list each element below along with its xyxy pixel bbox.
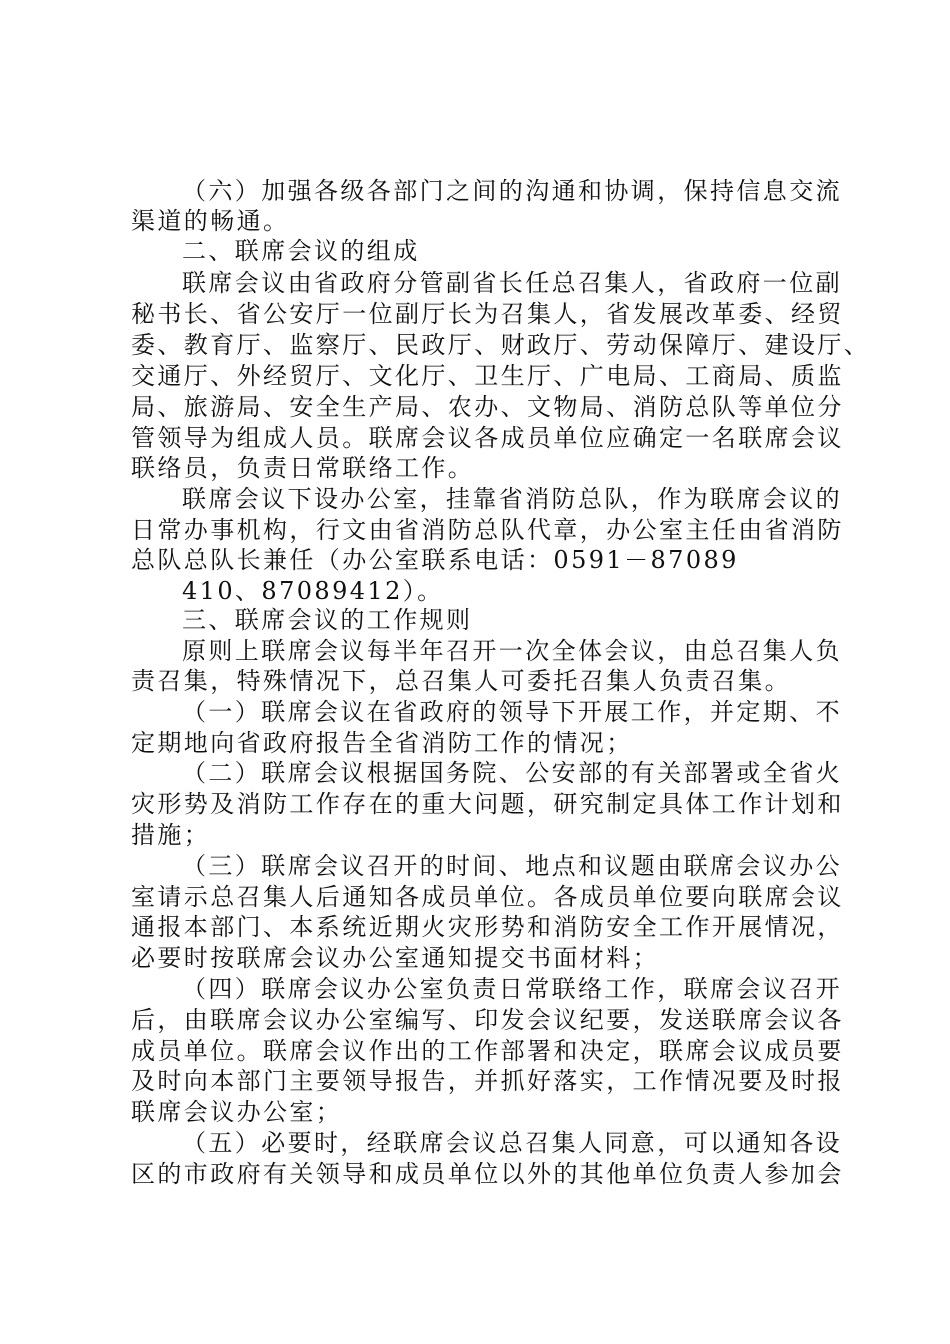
text-line: 联席会议由省政府分管副省长任总召集人，省政府一位副	[182, 269, 842, 297]
text-line: 交通厅、外经贸厅、文化厅、卫生厅、广电局、工商局、质监	[131, 362, 844, 390]
text-line: 及时向本部门主要领导报告，并抓好落实，工作情况要及时报	[131, 1067, 844, 1095]
text-line: （二）联席会议根据国务院、公安部的有关部署或全省火	[182, 759, 842, 787]
text-line: 原则上联席会议每半年召开一次全体会议，由总召集人负	[182, 637, 842, 665]
text-line: 区的市政府有关领导和成员单位以外的其他单位负责人参加会	[131, 1160, 844, 1188]
text-line: （三）联席会议召开的时间、地点和议题由联席会议办公	[182, 852, 842, 880]
text-line: 渠道的畅通。	[131, 207, 290, 235]
text-line: 联席会议下设办公室，挂靠省消防总队，作为联席会议的	[182, 485, 842, 513]
text-line: 灾形势及消防工作存在的重大问题，研究制定具体工作计划和	[131, 790, 844, 818]
text-line: 室请示总召集人后通知各成员单位。各成员单位要向联席会议	[131, 883, 844, 911]
text-line: 必要时按联席会议办公室通知提交书面材料；	[131, 944, 659, 972]
text-line: 管领导为组成人员。联席会议各成员单位应确定一名联席会议	[131, 424, 844, 452]
text-line: 通报本部门、本系统近期火灾形势和消防安全工作开展情况，	[131, 913, 844, 941]
text-line: 日常办事机构，行文由省消防总队代章，办公室主任由省消防	[131, 516, 844, 544]
text-line: 后，由联席会议办公室编写、印发会议纪要，发送联席会议各	[131, 1006, 844, 1034]
section-heading: 二、联席会议的组成	[182, 237, 420, 265]
text-line: 联席会议办公室；	[131, 1098, 343, 1126]
text-line: （一）联席会议在省政府的领导下开展工作，并定期、不	[182, 698, 842, 726]
text-line: 410、87089412）。	[182, 577, 444, 605]
text-line: 局、旅游局、安全生产局、农办、文物局、消防总队等单位分	[131, 393, 844, 421]
text-line: 委、教育厅、监察厅、民政厅、财政厅、劳动保障厅、建设厅、	[131, 331, 871, 359]
text-line: 措施；	[131, 821, 211, 849]
text-line: 秘书长、省公安厅一位副厅长为召集人，省发展改革委、经贸	[131, 300, 844, 328]
text-line: 总队总队长兼任（办公室联系电话：0591－87089	[131, 546, 739, 574]
text-line: 联络员，负责日常联络工作。	[131, 454, 475, 482]
text-line: 责召集，特殊情况下，总召集人可委托召集人负责召集。	[131, 667, 791, 695]
text-line: 定期地向省政府报告全省消防工作的情况；	[131, 729, 633, 757]
text-line: （五）必要时，经联席会议总召集人同意，可以通知各设	[182, 1129, 842, 1157]
text-line: 成员单位。联席会议作出的工作部署和决定，联席会议成员要	[131, 1037, 844, 1065]
section-heading: 三、联席会议的工作规则	[182, 606, 473, 634]
text-line: （四）联席会议办公室负责日常联络工作，联席会议召开	[182, 975, 842, 1003]
text-line: （六）加强各级各部门之间的沟通和协调，保持信息交流	[182, 177, 842, 205]
